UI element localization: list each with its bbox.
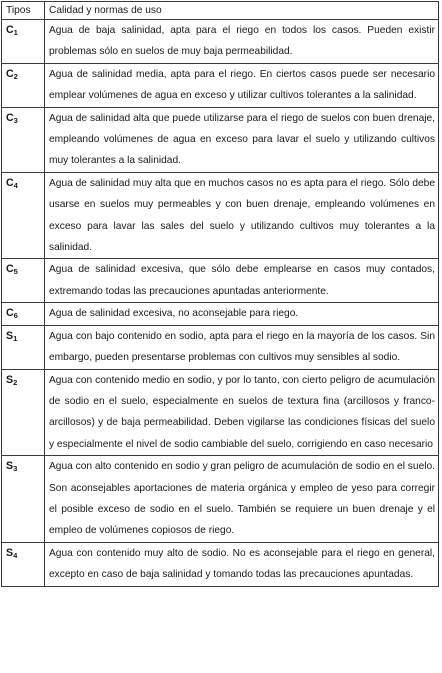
type-code-cell (2, 542, 45, 586)
description-cell: Agua con contenido muy alto de sodio. No es aconsejable para el riego en general, excepto en caso de baja salinidad y tomando todas las precauciones apuntadas. (45, 542, 439, 586)
type-code-letter: C (6, 24, 14, 36)
table-row (2, 172, 439, 259)
table-row (2, 456, 439, 543)
type-code-cell (2, 20, 45, 64)
water-quality-table-container (1, 1, 438, 587)
type-code-subscript: 1 (13, 28, 18, 37)
description-cell: Agua con bajo contenido en sodio, apta para el riego en la mayoría de los casos. Sin embargo, pueden presentarse problemas con cultivos muy sensibles al sodio. (45, 325, 439, 369)
type-code-letter: S (6, 329, 14, 342)
description-cell: Agua de salinidad media, apta para el riego. En ciertos casos puede ser necesario emplear volúmenes de agua en exceso y utilizar cultivos tolerantes a la salinidad. (45, 63, 439, 107)
description-cell: Agua de baja salinidad, apta para el riego en todos los casos. Pueden existir problemas sólo en suelos de muy baja permeabilidad. (45, 20, 439, 64)
type-code-letter: S (6, 373, 14, 386)
description-cell: Agua con contenido medio en sodio, y por lo tanto, con cierto peligro de acumulación de sodio en el suelo, especialmente en suelos de textura fina (arcillosos y franco-arcillosos) y de baja permeabilidad. Deben vigilarse las condiciones físicas del suelo y especialmente el nivel de sodio cambiable del suelo, corrigiendo en caso necesario (45, 369, 439, 456)
type-code-letter: C (6, 67, 14, 80)
description-cell: Agua con alto contenido en sodio y gran peligro de acumulación de sodio en el suelo. Son aconsejables aportaciones de materia orgánica y empleo de yeso para corregir el posible exceso de sodio en el suelo. También se requiere un buen drenaje y el empleo de volúmenes copiosos de riego. (45, 456, 439, 543)
type-code-subscript: 4 (13, 180, 18, 190)
type-code-subscript: 3 (13, 115, 18, 125)
table-body (2, 2, 439, 587)
table-row (2, 303, 439, 325)
water-quality-table (1, 1, 439, 587)
table-header-row (2, 2, 439, 20)
table-row (2, 542, 439, 586)
type-code-cell (2, 63, 45, 107)
type-code-letter: C (6, 111, 14, 124)
table-row (2, 20, 439, 64)
table-row (2, 63, 439, 107)
type-code-subscript: 5 (13, 267, 18, 277)
type-code-cell (2, 325, 45, 369)
type-code-letter: S (6, 460, 14, 473)
type-code-subscript: 4 (13, 550, 18, 560)
type-code-cell (2, 172, 45, 259)
type-code-subscript: 1 (13, 333, 18, 343)
description-cell: Agua de salinidad excesiva, que sólo debe emplearse en casos muy contados, extremando todas las precauciones apuntadas anteriormente. (45, 259, 439, 303)
type-code-cell (2, 107, 45, 172)
type-code-cell (2, 456, 45, 543)
type-code-cell (2, 369, 45, 456)
type-code-letter: C (6, 176, 14, 189)
header-description-cell: Calidad y normas de uso (45, 2, 439, 20)
type-code-subscript: 3 (13, 464, 18, 474)
description-cell: Agua de salinidad excesiva, no aconsejable para riego. (45, 303, 439, 325)
table-row (2, 369, 439, 456)
type-code-letter: C (6, 307, 14, 320)
description-cell: Agua de salinidad muy alta que en muchos casos no es apta para el riego. Sólo debe usarse en suelos muy permeables y con buen drenaje, empleando volúmenes en exceso para lavar las sales del suelo y utilizando cultivos muy tolerantes a la salinidad. (45, 172, 439, 259)
type-code-letter: C (6, 263, 14, 276)
type-code-subscript: 2 (13, 377, 18, 387)
table-row (2, 107, 439, 172)
type-code-cell (2, 259, 45, 303)
type-code-subscript: 2 (13, 71, 18, 81)
description-cell: Agua de salinidad alta que puede utilizarse para el riego de suelos con buen drenaje, empleando volúmenes de agua en exceso para lavar el suelo y utilizando cultivos muy tolerantes a la salinidad. (45, 107, 439, 172)
table-row (2, 259, 439, 303)
type-code-letter: S (6, 546, 14, 559)
table-row (2, 325, 439, 369)
type-code-subscript: 6 (13, 311, 18, 321)
header-type-cell: Tipos (2, 2, 45, 20)
type-code-cell (2, 303, 45, 325)
